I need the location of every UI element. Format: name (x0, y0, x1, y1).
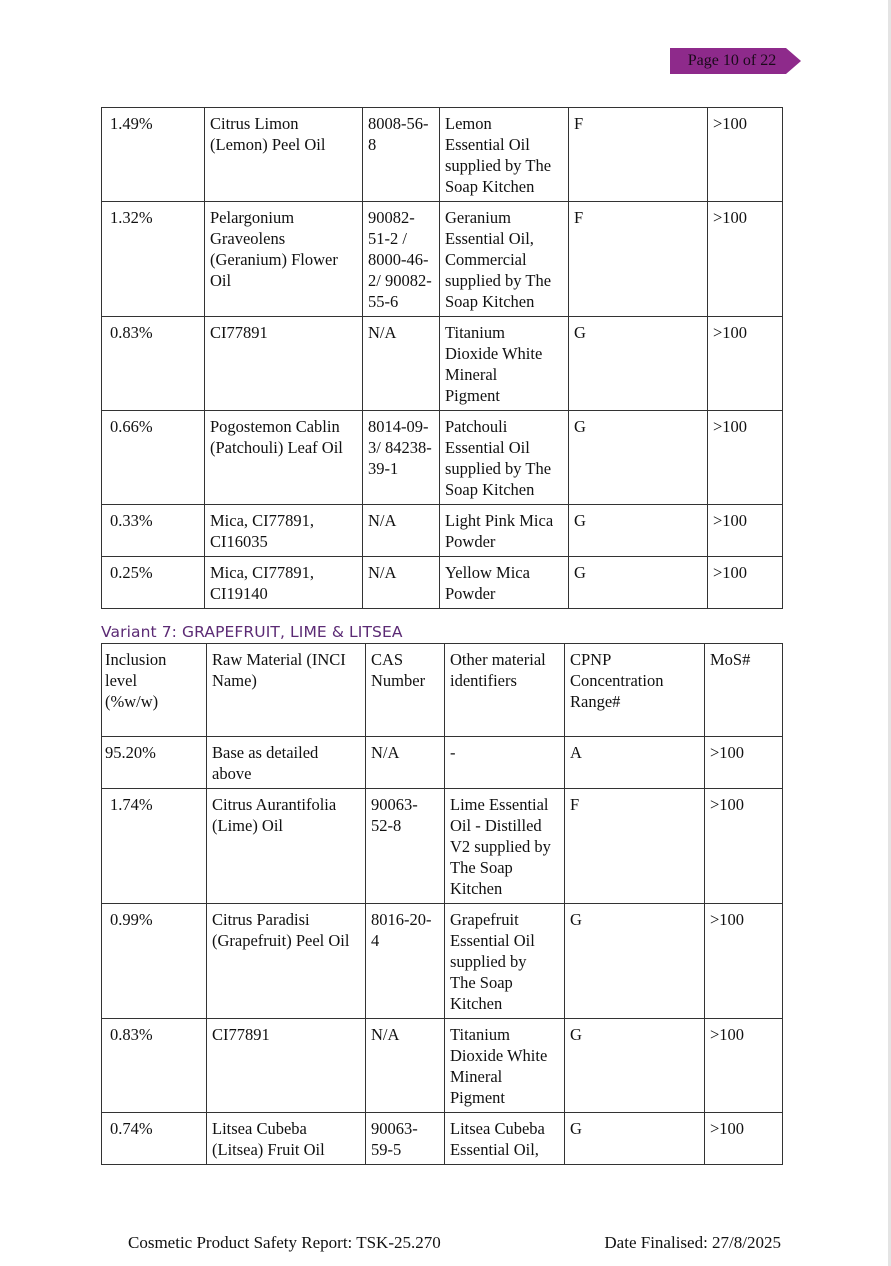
ingredients-table-continued (101, 107, 783, 609)
date-finalised-footer: Date Finalised: 27/8/2025 (604, 1233, 781, 1252)
raw-material-cell: Pogostemon Cablin (Patchouli) Leaf Oil (205, 411, 363, 505)
cas-number-cell: N/A (363, 505, 440, 557)
inclusion-level-cell: 0.33% (102, 505, 205, 557)
cpnp-range-cell: G (569, 505, 708, 557)
raw-material-cell: Base as detailed above (207, 737, 366, 789)
cas-number-cell: 90082- 51-2 / 8000-46- 2/ 90082- 55-6 (363, 202, 440, 317)
table-row (102, 1019, 783, 1113)
other-identifiers-cell: Light Pink Mica Powder (440, 505, 569, 557)
table-row (102, 411, 783, 505)
raw-material-cell: Mica, CI77891, CI16035 (205, 505, 363, 557)
cpnp-range-cell: G (569, 411, 708, 505)
mos-cell: >100 (708, 557, 783, 609)
page-indicator-text: Page 10 of 22 (687, 52, 777, 69)
raw-material-cell: Litsea Cubeba (Litsea) Fruit Oil (207, 1113, 366, 1165)
other-identifiers-cell: Titanium Dioxide White Mineral Pigment (440, 317, 569, 411)
other-identifiers-cell: Titanium Dioxide White Mineral Pigment (445, 1019, 565, 1113)
cpnp-range-cell: F (565, 789, 705, 904)
mos-cell: >100 (705, 737, 783, 789)
table-row (102, 317, 783, 411)
mos-cell: >100 (708, 411, 783, 505)
raw-material-cell: Pelargonium Graveolens (Geranium) Flower Oil (205, 202, 363, 317)
raw-material-cell: Citrus Limon (Lemon) Peel Oil (205, 108, 363, 202)
table-row (102, 904, 783, 1019)
mos-cell: >100 (705, 789, 783, 904)
inclusion-level-cell: 0.74% (102, 1113, 207, 1165)
mos-cell: >100 (708, 108, 783, 202)
other-identifiers-cell: Grapefruit Essential Oil supplied by The Soap Kitchen (445, 904, 565, 1019)
cpnp-range-cell: G (565, 1019, 705, 1113)
table-row (102, 789, 783, 904)
raw-material-cell: Mica, CI77891, CI19140 (205, 557, 363, 609)
inclusion-level-cell: 1.32% (102, 202, 205, 317)
table-header-row (102, 644, 783, 737)
inclusion-level-cell: 0.83% (102, 317, 205, 411)
column-header-raw-material: Raw Material (INCI Name) (207, 644, 366, 737)
inclusion-level-cell: 0.25% (102, 557, 205, 609)
report-title-footer: Cosmetic Product Safety Report: TSK-25.270 (128, 1233, 441, 1252)
raw-material-cell: CI77891 (207, 1019, 366, 1113)
column-header-inclusion-level: Inclusion level (%w/w) (102, 644, 207, 737)
other-identifiers-cell: Litsea Cubeba Essential Oil, (445, 1113, 565, 1165)
other-identifiers-cell: Yellow Mica Powder (440, 557, 569, 609)
cas-number-cell: 90063- 59-5 (366, 1113, 445, 1165)
mos-cell: >100 (708, 317, 783, 411)
mos-cell: >100 (708, 505, 783, 557)
mos-cell: >100 (705, 1113, 783, 1165)
cpnp-range-cell: G (569, 557, 708, 609)
inclusion-level-cell: 0.83% (102, 1019, 207, 1113)
cas-number-cell: 8014-09- 3/ 84238- 39-1 (363, 411, 440, 505)
table-row (102, 202, 783, 317)
table-row (102, 1113, 783, 1165)
cas-number-cell: N/A (366, 1019, 445, 1113)
raw-material-cell: Citrus Aurantifolia (Lime) Oil (207, 789, 366, 904)
variant-7-heading: Variant 7: GRAPEFRUIT, LIME & LITSEA (101, 623, 403, 641)
cpnp-range-cell: G (565, 904, 705, 1019)
inclusion-level-cell: 1.49% (102, 108, 205, 202)
other-identifiers-cell: Patchouli Essential Oil supplied by The Soap Kitchen (440, 411, 569, 505)
cas-number-cell: N/A (363, 557, 440, 609)
cas-number-cell: 8008-56- 8 (363, 108, 440, 202)
raw-material-cell: CI77891 (205, 317, 363, 411)
inclusion-level-cell: 1.74% (102, 789, 207, 904)
mos-cell: >100 (705, 904, 783, 1019)
mos-cell: >100 (708, 202, 783, 317)
inclusion-level-cell: 0.99% (102, 904, 207, 1019)
other-identifiers-cell: Lime Essential Oil - Distilled V2 supplied by The Soap Kitchen (445, 789, 565, 904)
table-row (102, 557, 783, 609)
cpnp-range-cell: G (569, 317, 708, 411)
table-row (102, 737, 783, 789)
table-row (102, 108, 783, 202)
cpnp-range-cell: A (565, 737, 705, 789)
column-header-cpnp-range: CPNP Concentration Range# (565, 644, 705, 737)
other-identifiers-cell: Geranium Essential Oil, Commercial supplied by The Soap Kitchen (440, 202, 569, 317)
inclusion-level-cell: 0.66% (102, 411, 205, 505)
variant-7-ingredients-table (101, 643, 783, 1165)
cpnp-range-cell: F (569, 202, 708, 317)
page-indicator-badge (670, 48, 800, 74)
raw-material-cell: Citrus Paradisi (Grapefruit) Peel Oil (207, 904, 366, 1019)
mos-cell: >100 (705, 1019, 783, 1113)
column-header-cas-number: CAS Number (366, 644, 445, 737)
column-header-other-identifiers: Other material identifiers (445, 644, 565, 737)
other-identifiers-cell: - (445, 737, 565, 789)
cpnp-range-cell: F (569, 108, 708, 202)
cas-number-cell: 90063- 52-8 (366, 789, 445, 904)
cpnp-range-cell: G (565, 1113, 705, 1165)
cas-number-cell: 8016-20- 4 (366, 904, 445, 1019)
other-identifiers-cell: Lemon Essential Oil supplied by The Soap Kitchen (440, 108, 569, 202)
column-header-mos: MoS# (705, 644, 783, 737)
cas-number-cell: N/A (366, 737, 445, 789)
cas-number-cell: N/A (363, 317, 440, 411)
inclusion-level-cell: 95.20% (102, 737, 207, 789)
table-row (102, 505, 783, 557)
